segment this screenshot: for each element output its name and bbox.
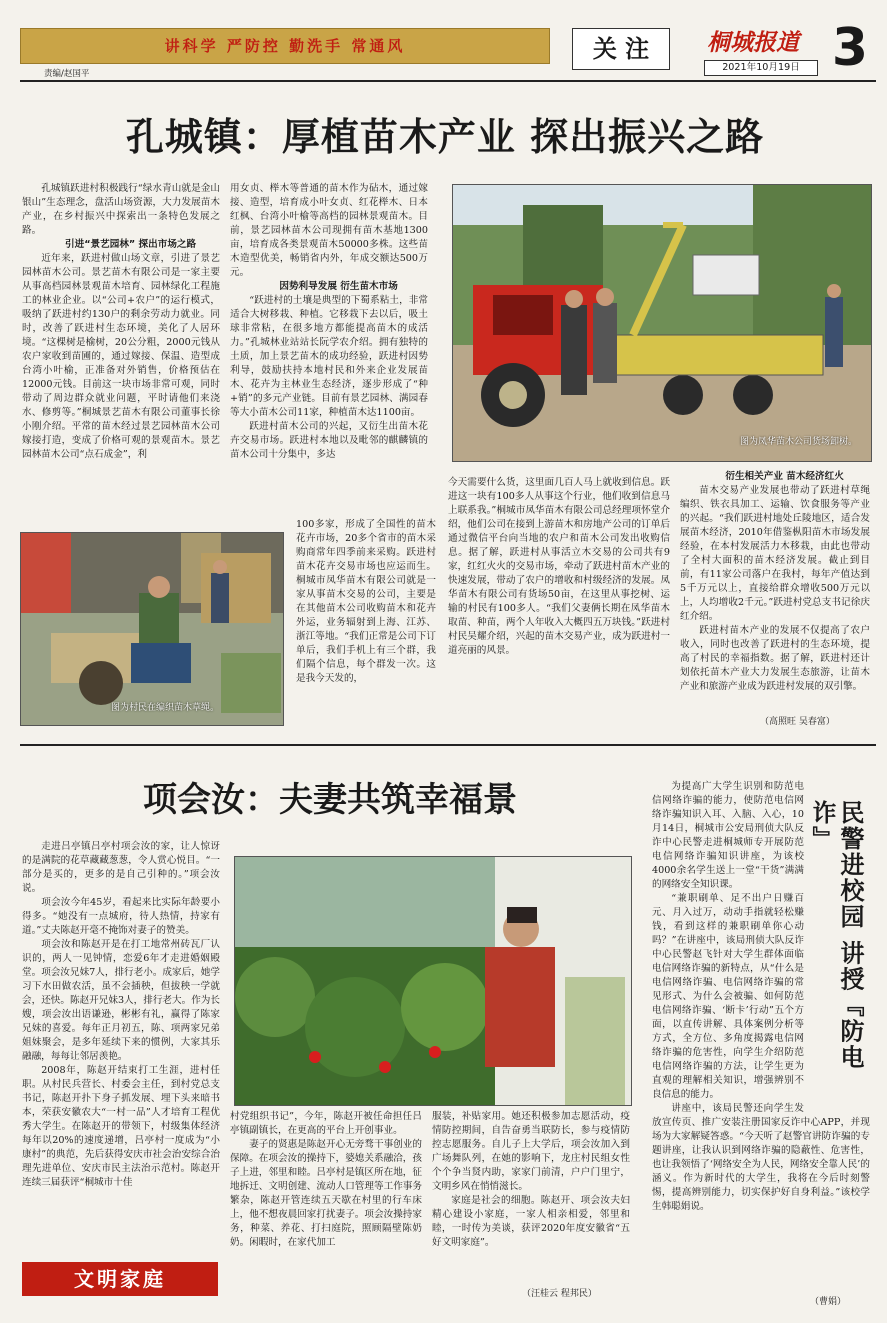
garden-photo-illustration xyxy=(235,857,631,1105)
article2-col2 xyxy=(230,1110,422,1300)
paragraph: 跃进村苗木产业的发展不仅提高了农户收入，同时也改善了跃进村的生态环境，提高了村民的幸福指数。据了解，跃进村还计划依托苗木产业大力发展生态旅游，让苗木产业和旅游产业成为跃进村发展的双引擎。 xyxy=(680,625,870,692)
article3-signature: （曹娟） xyxy=(810,1297,847,1307)
photo-rope-weaving xyxy=(20,532,284,726)
article-divider xyxy=(20,744,876,746)
paragraph: 项会汝和陈赵开是在打工地常州砖瓦厂认识的，两人一见钟情，恋爱6年才走进婚姻殿堂。项会汝兄妹7人，排行老小。成家后，她学习下水田做农活，虽不会插秧，但拔秧一学就会，还快。陈赵开兄妹3人，排行老大。作为长嫂，项会汝出语谦逊，彬彬有礼，赢得了陈家兄妹的喜爱。每年正月初五，陈、项两家兄弟姐妹聚会，是多年延续下来的惯例，大家其乐融融，每每让邻居羡艳。 xyxy=(22,939,220,1062)
section-title: 关 注 xyxy=(592,35,650,63)
paper-name: 桐城报道 xyxy=(707,29,799,56)
paragraph: 村党组织书记”，今年，陈赵开被任命担任吕亭镇副镇长，在更高的平台上开创事业。 xyxy=(230,1111,422,1136)
article1-col1 xyxy=(22,182,220,530)
photo2-caption: 图为村民在编织苗木草绳。 xyxy=(111,703,220,713)
editor-credit: 责编/赵国平 xyxy=(44,69,90,79)
issue-date: 2021年10月19日 xyxy=(704,60,818,76)
article3-title-text: 民警进校园 讲授『防电诈』 xyxy=(808,800,865,1071)
paragraph: 妻子的贤惠是陈赵开心无旁骛干事创业的保障。在项会汝的操持下，婆媳关系融洽，孩子上进，邻里和睦。吕亭村是镇区所在地，征地拆迁、文明创建、流动人口管理等工作事务繁杂，陈赵开管连续五天歇在村里的行车床上，他不想夜晨回家打扰妻子。项会汝操持家务，种菜、养花、打扫庭院，照顾隔壁陈奶奶。闲暇时，在家代加工 xyxy=(230,1139,422,1248)
paragraph: 走进吕亭镇吕亭村项会汝的家，让人惊讶的是满院的花草藏藏葱葱，令人赏心悦目。“一部分是买的，更多的是自己引种的。”项会汝说。 xyxy=(22,841,220,894)
article2-col3 xyxy=(432,1110,630,1282)
column-tag-text: 文明家庭 xyxy=(74,1267,166,1291)
article1-col3 xyxy=(296,518,436,732)
section-box xyxy=(572,28,670,70)
subheading: 引进“景艺园林” 探出市场之路 xyxy=(65,239,197,250)
paragraph: “跃进村的土壤是典型的下蜀系粘土，非常适合大树移栽、种植。它移栽下去以后，吸土球非常粘，在很多地方都能提高苗木的成活力。”孔城林业站站长阮学农介绍。拥有独特的土质，加上景艺苗木的成功经验，跃进村因势利导，鼓励扶持本地村民和外来企业发展苗木、花卉为主林业生态经济，逐步形成了“种+销”的多元产业链。目前有景艺园林、满园春等大小苗木公司11家，种植苗木达1100亩。 xyxy=(230,295,428,418)
article2-signature: （汪桂云 程邦民） xyxy=(522,1289,597,1299)
article2-title: 项会汝：夫妻共筑幸福景 xyxy=(143,780,517,820)
paragraph: 孔城镇跃进村积极践行“绿水青山就是金山银山”生态理念，盘活山场资源，大力发展苗木产业，在乡村振兴中探索出一条特色发展之路。 xyxy=(22,183,220,236)
article3-body xyxy=(652,780,870,1294)
title-spacer xyxy=(804,780,870,1106)
paragraph: 家庭是社会的细胞。陈赵开、项会汝夫妇精心建设小家庭，一家人相亲相爱，邻里和睦，一时传为美谈，获评2020年度安徽省“五好文明家庭”。 xyxy=(432,1195,630,1248)
paragraph: 100多家，形成了全国性的苗木花卉市场，20多个省市的苗木采购商常年四季前来采购。跃进村苗木花卉交易市场也应运而生。桐城市凤华苗木有限公司就是一家从事苗木交易的公司，主要是在其他苗木公司收购苗木和花卉外运，业务辐射到上海、江苏、浙江等地。“我们正常是公司下订单后，我们手机上有三个群，我们隔个信息，每个群发一次。这是我今天发的， xyxy=(296,519,436,684)
paragraph: 跃进村苗木公司的兴起，又衍生出苗木花卉交易市场。跃进村本地以及毗邻的麒麟镇的苗木公司十分集中，多达 xyxy=(230,421,428,460)
article1-col5 xyxy=(680,470,870,732)
paragraph: 讲座中，该局民警还向学生发放宣传页、推广安装注册国家反诈中心APP，并现场为大家解疑答惑。“今天听了赵警官讲防诈骗的专题讲座，让我认识到网络诈骗的隐蔽性、危害性，也让我领悟了‘网络安全为人民，网络安全靠人民’的涵义。作为新时代的大学生，我将在今后时刻警惕，提高辨别能力，切实保护好自身利益。”该校学生韩聪娟说。 xyxy=(652,1103,870,1212)
photo-truck-unloading xyxy=(452,184,872,462)
paragraph: 用女贞、榉木等普通的苗木作为砧木，通过嫁接、造型，培育成小叶女贞、红花榉木、日本红枫、台湾小叶榆等高档的园林景观苗木。目前，景艺园林苗木公司现拥有苗木基地1300亩，培育成各类景观苗木50000多株。这些苗木造型优美，畅销省内外，年成交额达500万元。 xyxy=(230,183,428,278)
paragraph: 服装，补贴家用。她还积极参加志愿活动，疫情防控期间，自告奋勇当联防长，参与疫情防控志愿服务。自儿子上大学后，项会汝加入到广场舞队列，在她的影响下，龙庄村民组女性个个争当贤内助，家家门前清，户户门里宁，文明乡风在悄悄滋长。 xyxy=(432,1111,630,1192)
paragraph: 为提高广大学生识别和防范电信网络诈骗的能力，使防范电信网络诈骗知识入耳、入脑、入心，10月14日，桐城市公安局刑侦大队反诈中心民警走进桐城师专开展防范电信网络诈骗知识讲座，为该校4000余名学生送上一堂“干货”满满的网络安全知识课。 xyxy=(652,781,804,890)
slogan-text: 讲科学 严防控 勤洗手 常通风 xyxy=(164,37,406,55)
article1-title: 孔城镇：厚植苗木产业 探出振兴之路 xyxy=(125,114,765,159)
subheading: 因势利导发展 衍生苗木市场 xyxy=(279,281,398,292)
paragraph: 今天需要什么货，这里面几百人马上就收到信息。跃进这一块有100多人从事这个行业，他们收到信息马上联系我。”桐城市凤华苗木有限公司总经理项怀堂介绍，他们公司在接到上游苗木和房地产公司的订单后通过微信平台向当地的农户和苗木公司发出收购信息。据了解，跃进村从事活立木交易的公司共有9家，红红火火的交易市场，牵动了跃进村苗木产业的快速发展，带动了农户的增收和村级经济的发展。凤华苗木有限公司有货场50亩，在这里从事挖树、运输的村民有100多人。“我们父妻俩长期在凤华苗木取苗、种苗，两个人年收入大概四五万块钱。”跃进村村民吴耀介绍，兴起的苗木交易产业，成为跃进村一道亮丽的风景。 xyxy=(448,477,670,656)
paragraph: 近年来，跃进村做山场文章，引进了景艺园林苗木公司。景艺苗木有限公司是一家主要从事高档园林景观苗木培育、园林绿化工程施工的林业企业。以“公司+农户”的运行模式，吸纳了跃进村约130户的剩余劳动力就业。同时，改善了跃进村生态环境，美化了人居环境。“这棵树是榆树，20公分粗，2000元钱从农户家收到苗圃的，通过嫁接、保温、造型成台湾小叶榆，正准备对外销售，价格预估在12000元钱。目前这一块市场非常可观，同时带动了周边群众就业问题，平时请他们来浇水、修剪等。”桐城景艺苗木有限公司董事长徐小刚介绍。平常的苗木经过景艺园林苗木公司嫁接打造，变成了价格可观的景观苗木。景艺园林苗木公司“点石成金”，利 xyxy=(22,253,220,460)
photo1-caption: 图为凤华苗木公司货场卸树。 xyxy=(739,437,857,447)
masthead-rule xyxy=(20,80,876,82)
paragraph: 2008年，陈赵开结束打工生涯，进村任职。从村民兵营长、村委会主任，到村党总支书记，陈赵开扑下身子抓发展、埋下头来暗书本，荣获安徽农大“一村一品”人才培育工程优秀大学生。在陈赵开的带领下，村级集体经济每年以20%的速度递增，吕亭村一度成为“小康村”的典范，先后获得安庆市社会治安综合治理先进单位、安庆市民主法治示范村。陈赵开连续三届获评“桐城市十佳 xyxy=(22,1065,220,1188)
paragraph: 项会汝今年45岁，看起来比实际年龄要小得多。“她没有一点城府，待人热情，持家有道。”丈夫陈赵开毫不掩饰对妻子的赞美。 xyxy=(22,897,220,936)
paragraph: 苗木交易产业发展也带动了跃进村草绳编织、铁衣具加工、运输、饮食服务等产业的兴起。“我们跃进村地处丘陵地区，适合发展苗木经济，2010年借鉴枞阳苗木市场发展经验，在本村发展活力木移栽，由此也带动了全村大面积的苗木经济发展。截止到目前，有11家公司落户在我村，每年产值达到5千万元以上，直接给群众增收500万元以上，人均增收2千元。”跃进村党总支书记徐庆红介绍。 xyxy=(680,485,870,622)
weaving-photo-illustration xyxy=(21,533,283,725)
column-tag-box xyxy=(22,1262,218,1296)
slogan-banner xyxy=(20,28,550,64)
paragraph: “兼职刷单、足不出户日赚百元、月入过万，动动手指就轻松赚钱，看到这样的兼职刷单你心动吗？”在讲座中，该局刑侦大队反诈中心民警赵飞针对大学生群体面临电信网络诈骗的新特点，从“什么是电信网络诈骗、电信网络诈骗的常见形式、为什么会被骗、如何防范电信网络诈骗、‘断卡’行动”五个方面，以直传讲解、具体案例分析等方式，全方位、多角度揭露电信网络诈骗的危害性，向学生介绍防范电信网络诈骗的方法，让学生更为直观的理解相关知识，增强辨别不良信息的能力。 xyxy=(652,893,804,1100)
article1-col4 xyxy=(448,476,670,732)
article1-signature: （高照旺 吴春富） xyxy=(760,717,835,727)
article1-col2 xyxy=(230,182,428,528)
subheading: 衍生相关产业 苗木经济红火 xyxy=(725,471,844,482)
article2-col1 xyxy=(22,840,220,1276)
truck-photo-illustration xyxy=(453,185,871,461)
page-number: 3 xyxy=(831,18,869,78)
photo-garden-woman xyxy=(234,856,632,1106)
